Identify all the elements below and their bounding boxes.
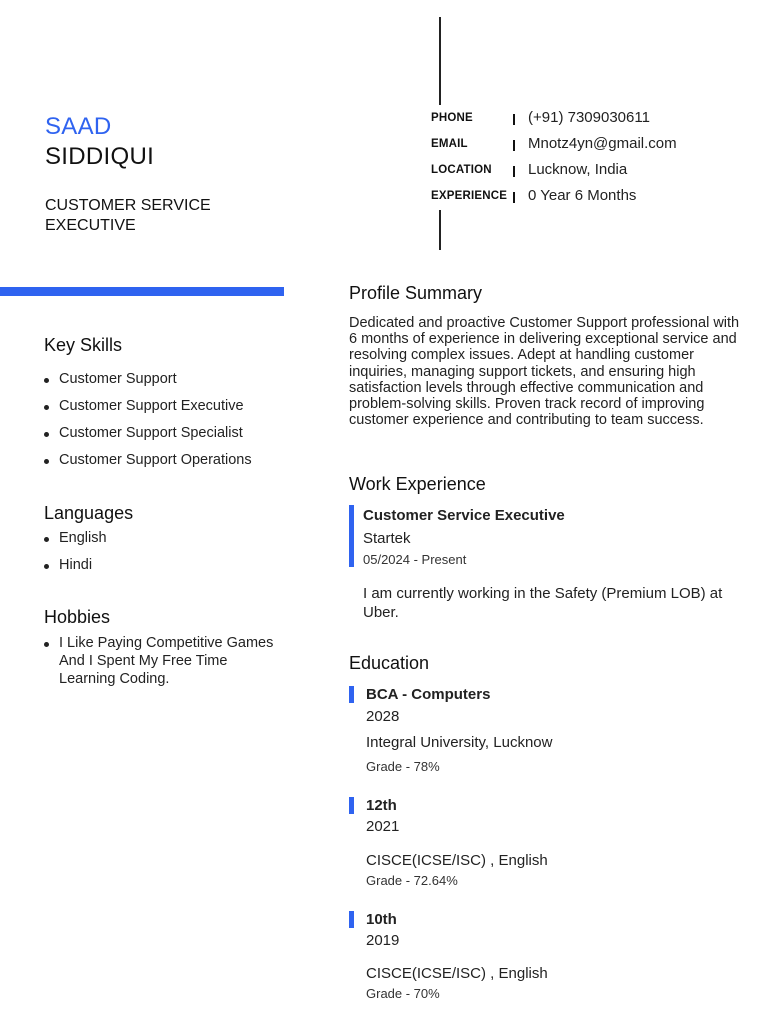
job-description: I am currently working in the Safety (Premium LOB) at Uber. (363, 585, 723, 621)
list-item: I Like Paying Competitive Games And I Spent My Free Time Learning Coding. (44, 634, 279, 688)
job-position: Customer Service Executive (363, 507, 565, 524)
contact-label: PHONE (431, 112, 473, 124)
accent-bar (0, 287, 284, 296)
education-year: 2021 (366, 818, 400, 835)
list-item: English (44, 529, 107, 556)
job-company: Startek (363, 530, 411, 547)
education-accent-bar (349, 797, 354, 814)
education-grade: Grade - 70% (366, 986, 440, 1001)
last-name: SIDDIQUI (45, 143, 155, 170)
list-item: Customer Support Operations (44, 451, 252, 478)
contact-separator (513, 192, 515, 203)
work-experience-heading: Work Experience (349, 474, 486, 494)
list-item: Customer Support (44, 370, 252, 397)
list-item: Hindi (44, 556, 107, 583)
profile-summary-heading: Profile Summary (349, 283, 483, 303)
list-item: Customer Support Executive (44, 397, 252, 424)
contact-email (431, 135, 751, 155)
education-degree: 10th (366, 911, 397, 928)
job-title: CUSTOMER SERVICE EXECUTIVE (45, 197, 211, 234)
education-degree: 12th (366, 797, 397, 814)
education-institution: CISCE(ICSE/ISC) , English (366, 965, 548, 982)
email-value: Mnotz4yn@gmail.com (528, 135, 677, 152)
list-item: Customer Support Specialist (44, 424, 252, 451)
contact-separator (513, 166, 515, 177)
hobbies-heading: Hobbies (44, 607, 111, 627)
contact-separator (513, 140, 515, 151)
contact-separator (513, 114, 515, 125)
phone-value: (+91) 7309030611 (528, 109, 650, 126)
education-degree: BCA - Computers (366, 686, 491, 703)
divider-line-top (439, 17, 441, 105)
education-grade: Grade - 72.64% (366, 873, 458, 888)
education-institution: Integral University, Lucknow (366, 734, 553, 751)
location-value: Lucknow, India (528, 161, 628, 178)
key-skills-list (44, 370, 252, 478)
education-year: 2028 (366, 708, 400, 725)
hobbies-list (44, 634, 279, 688)
key-skills-heading: Key Skills (44, 335, 123, 355)
languages-list (44, 529, 107, 583)
education-year: 2019 (366, 932, 400, 949)
job-dates: 05/2024 - Present (363, 552, 467, 567)
profile-summary-text: Dedicated and proactive Customer Support professional with 6 months of experience in delivering exceptional service and resolving complex issues. Adept at handling customer inquiries, managing support tickets, and ensuring high satisfaction levels through effective communication and problem-solving skills. Proven track record of improving customer experience and contributing to team success. (349, 315, 740, 429)
contact-label: EXPERIENCE (431, 190, 508, 202)
divider-line-bottom (439, 210, 441, 250)
education-heading: Education (349, 653, 430, 673)
experience-value: 0 Year 6 Months (528, 187, 637, 204)
contact-phone (431, 109, 751, 129)
contact-experience (431, 187, 751, 207)
education-accent-bar (349, 911, 354, 928)
contact-label: LOCATION (431, 164, 492, 176)
education-institution: CISCE(ICSE/ISC) , English (366, 852, 548, 869)
contact-location (431, 161, 751, 181)
contact-label: EMAIL (431, 138, 468, 150)
education-grade: Grade - 78% (366, 759, 440, 774)
first-name: SAAD (45, 113, 112, 140)
languages-heading: Languages (44, 503, 134, 523)
work-accent-bar (349, 505, 354, 567)
education-accent-bar (349, 686, 354, 703)
